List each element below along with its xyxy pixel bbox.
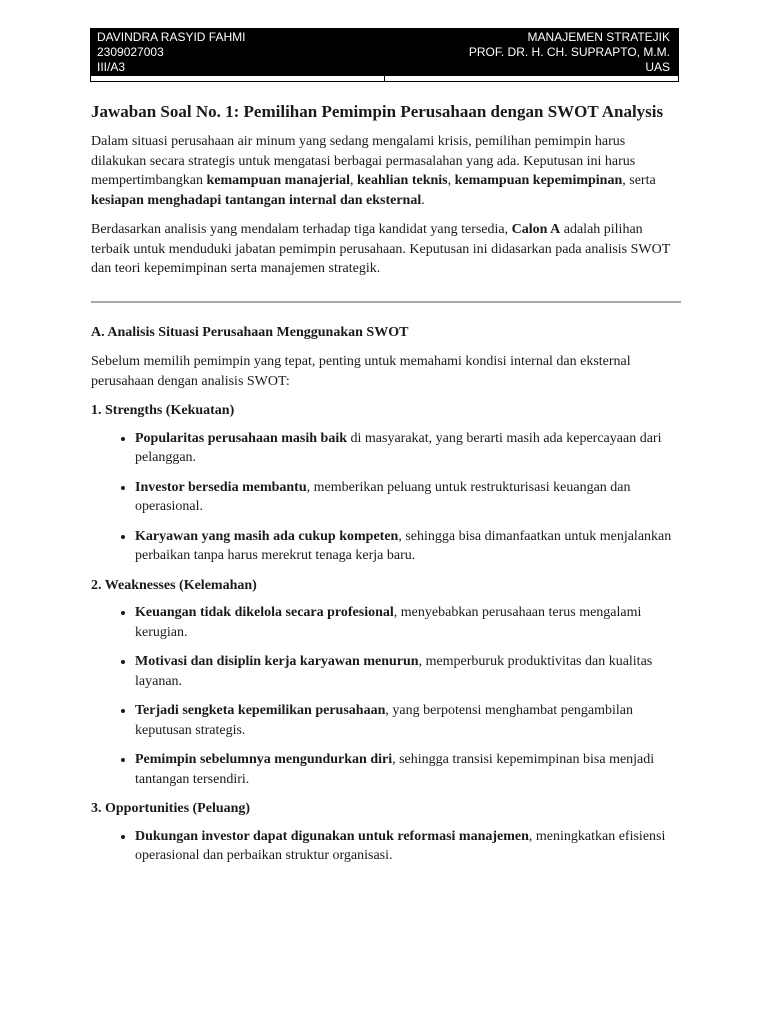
list-item: • Dukungan investor dapat digunakan untuk reformasi manajemen, meningkatkan efisiensi operasional dan perbaikan struktur organisasi.	[135, 827, 681, 866]
strengths-heading: 1. Strengths (Kekuatan)	[91, 403, 235, 418]
list-item: • Karyawan yang masih ada cukup kompeten, sehingga bisa dimanfaatkan untuk menjalankan perbaikan tanpa harus merekrut tenaga kerja baru.	[135, 527, 681, 566]
page-header	[90, 28, 679, 81]
header-author-info	[97, 30, 245, 75]
opportunities-list	[91, 827, 681, 866]
section-a-heading: A. Analisis Situasi Perusahaan Menggunakan SWOT	[91, 324, 409, 340]
header-course-info	[469, 30, 670, 75]
list-item: • Terjadi sengketa kepemilikan perusahaan, yang berpotensi menghambat pengambilan keputusan strategis.	[135, 701, 681, 740]
weaknesses-list	[91, 603, 681, 789]
lecturer-name: PROF. DR. H. CH. SUPRAPTO, M.M.	[468, 45, 670, 59]
intro-paragraph-1: Dalam situasi perusahaan air minum yang sedang mengalami krisis, pemilihan pemimpin harus dilakukan secara strategis untuk mengatasi berbagai permasalahan yang ada. Keputusan ini harus mempertimbangkan kemampuan manajerial, keahlian teknis, kemampuan kepemimpinan, serta kesiapan menghadapi tantangan internal dan eksternal.	[91, 134, 656, 208]
header-rule	[90, 75, 679, 81]
author-id: 2309027003	[97, 45, 164, 59]
section-a-intro: Sebelum memilih pemimpin yang tepat, penting untuk memahami kondisi internal dan eksternal perusahaan dengan analisis SWOT:	[91, 354, 631, 389]
document-body	[91, 100, 681, 876]
intro-paragraph-2: Berdasarkan analisis yang mendalam terhadap tiga kandidat yang tersedia, Calon A adalah pilihan terbaik untuk menduduki jabatan pemimpin perusahaan. Keputusan ini didasarkan pada analisis SWOT dan teori kepemimpinan serta manajemen strategik.	[91, 222, 671, 276]
header-rule-left	[90, 75, 385, 82]
list-item: • Keuangan tidak dikelola secara profesional, menyebabkan perusahaan terus mengalami kerugian.	[135, 603, 681, 642]
exam-type: UAS	[645, 60, 670, 74]
header-rule-right	[384, 75, 679, 82]
course-name: MANAJEMEN STRATEJIK	[527, 30, 670, 44]
list-item: • Motivasi dan disiplin kerja karyawan menurun, memperburuk produktivitas dan kualitas layanan.	[135, 652, 681, 691]
document-title: Jawaban Soal No. 1: Pemilihan Pemimpin Perusahaan dengan SWOT Analysis	[91, 102, 664, 121]
list-item: • Pemimpin sebelumnya mengundurkan diri, sehingga transisi kepemimpinan bisa menjadi tantangan tersendiri.	[135, 750, 681, 789]
opportunities-heading: 3. Opportunities (Peluang)	[91, 801, 251, 816]
list-item: • Popularitas perusahaan masih baik di masyarakat, yang berarti masih ada kepercayaan dari pelanggan.	[135, 429, 681, 468]
author-class: III/A3	[97, 60, 126, 74]
weaknesses-heading: 2. Weaknesses (Kelemahan)	[91, 577, 257, 593]
strengths-list	[91, 429, 681, 566]
list-item: • Investor bersedia membantu, memberikan peluang untuk restrukturisasi keuangan dan operasional.	[135, 478, 681, 517]
section-divider	[91, 301, 681, 303]
author-name: DAVINDRA RASYID FAHMI	[97, 30, 246, 44]
